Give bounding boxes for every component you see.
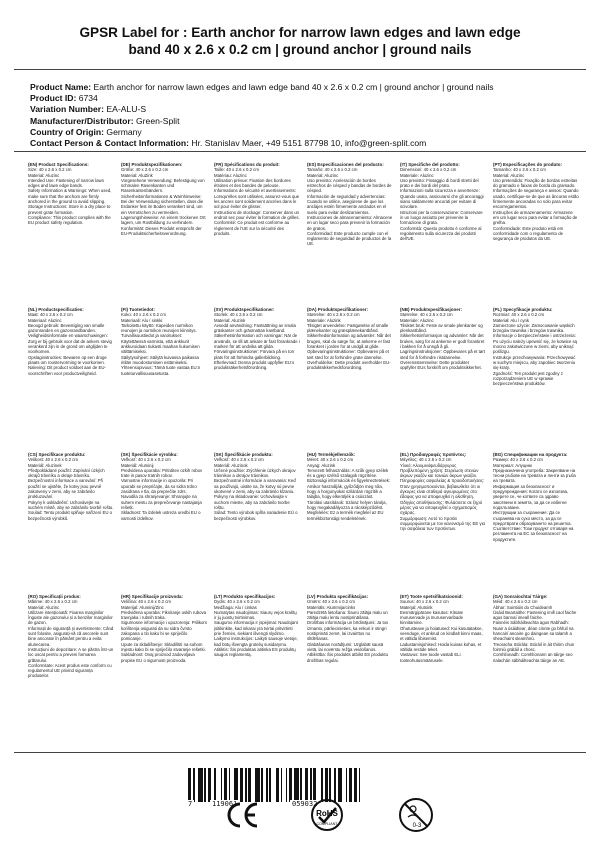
- spec-block-line: Sikkerhetsinformasjon og advarsler: Når det brukes, sørg for at ankerne er godt forankret i bakken for å unngå å gli.: [400, 333, 485, 350]
- spec-block-line: Mărime: 40 x 2.6 x 0.2 cm: [28, 599, 78, 605]
- manufacturer: Green-Split: [136, 115, 180, 126]
- product-name: Earth anchor for narrow lawn edges and lawn edge band 40 x 2.6 x 0.2 cm | ground anchor | ground nails: [93, 82, 494, 92]
- spec-block-line: Uso pretendido: Fixação de bordas estreitas do gramado e faixas de borda do gramado.: [493, 177, 578, 189]
- spec-block-line: Veličina: 40 x 2.6 x 0.2 cm: [121, 599, 171, 605]
- spec-block: [400, 307, 486, 447]
- spec-block-heading: (DE) Produktspezifikationen:: [121, 162, 183, 167]
- spec-block-line: Určené použitie: Zrýchlenie úzkych okrajov trávnikov a okrajov trávnikov.: [214, 467, 296, 479]
- product-name-row: Product Name: Earth anchor for narrow lawn edges and lawn edge band 40 x 2.6 x 0.2 cm | ground anchor | ground nails: [30, 82, 494, 92]
- spec-block-line: Suurus: 40 x 2.6 x 0.2 cm: [400, 599, 449, 605]
- spec-block-heading: (FR) Spécifications du produit:: [214, 162, 280, 167]
- spec-block: [214, 307, 300, 447]
- spec-block-heading: (BG) Спецификации на продукта:: [493, 452, 568, 457]
- spec-block-line: Material: Aluzinc: [28, 172, 60, 178]
- spec-block: [400, 452, 486, 592]
- spec-block-heading: (FI) Tuotetiedot:: [121, 307, 155, 312]
- variation-row: Variation Number: EA-ALU-S: [30, 104, 147, 115]
- spec-block-line: Instrucciones de almacenamiento: Almacene en un lugar seco para prevenir la formación de gratos.: [307, 214, 393, 231]
- spec-block-line: Upute za skladištenje: Skladištiti na suhom mjestu kako bi se spriječilo stvaranje rešetki.: [121, 641, 206, 652]
- rohs-sub-text: COMPLIANT: [316, 822, 338, 826]
- barcode-digits-left: 119061: [212, 800, 238, 808]
- spec-block: [400, 162, 486, 302]
- spec-block: [121, 452, 207, 592]
- spec-block-line: Numatytas naudojimas: Siaurų vejos kraštų ir jų juostų tvirtinimas.: [214, 609, 297, 621]
- spec-block: [214, 452, 300, 592]
- spec-block-line: Materijal: Aluminij/Zinc: [121, 604, 164, 610]
- spec-block-line: Megfelelés: Ez a termék megfelel az EU termékbiztonsági rendeletének.: [307, 510, 384, 521]
- spec-block: [214, 162, 300, 302]
- spec-block-heading: (PT) Especificações do produto:: [493, 162, 563, 167]
- spec-block-line: Materiale: Aluzink: [307, 317, 341, 323]
- spec-block-line: Größe: 40 x 2.6 x 0.2 cm: [121, 167, 169, 173]
- manufacturer-row: Manufacturer/Distributor: Green-Split: [30, 115, 180, 126]
- product-id-row: Product ID: 6734: [30, 93, 98, 104]
- spec-block: [307, 307, 393, 447]
- spec-block-line: Informazioni sulla sicurezza e avvertenze: Quando usato, assicurarsi che gli ancoraggi siano saldamente ancorati per evitare di scivolare.: [400, 188, 484, 210]
- barcode-bar: [360, 768, 363, 802]
- spec-block-line: Efterlevnad: Denna produkt uppfyller EU:s produktsäkerhetsförordning.: [214, 359, 295, 371]
- spec-block-heading: (RO) Specificații produs:: [28, 594, 81, 599]
- spec-block-line: Istruzioni per la conservazione: Conservare in un luogo asciutto per prevenire la formazione di grata.: [400, 209, 483, 226]
- barcode-digits-right: 059032: [292, 800, 318, 808]
- spec-block: [307, 594, 393, 722]
- spec-block-line: Dydis: 40 x 2.6 x 0.2 cm: [214, 599, 260, 605]
- spec-block-line: Konformität: Dieses Produkt entspricht der EU-Produktsicherheitsverordnung.: [121, 225, 202, 236]
- spec-block-line: Lagringsinstruksjoner: Oppbevares på et tørt sted for å forhindre ristdannelse.: [400, 349, 486, 360]
- spec-block-line: Paredzētā lietošana: Šauru zālāja malu un zālāja malu lentu nostiprināšana.: [307, 609, 388, 621]
- spec-block-line: Størrelse: 40 x 2.6 x 0.2 cm: [307, 312, 360, 318]
- spec-block-line: Uso previsto: Fissaggio di bordi stretti del prato e dei bordi del prato.: [400, 177, 479, 189]
- spec-block-heading: (HR) Specifikacije proizvoda:: [121, 594, 184, 599]
- spec-block-heading: (SK) Špecifikácie výrobku:: [121, 452, 178, 457]
- spec-block-line: Материал: Алуцинк: [493, 462, 532, 468]
- spec-block-line: Οδηγίες αποθήκευσης: Φυλάσσετε σε ξηρό μέρος για να αποφευχθεί ο σχηματισμός σχάρας.: [400, 499, 483, 516]
- spec-block-line: Съответствие: Този продукт отговаря на регламента на ЕС за безопасност на продуктите.: [493, 526, 574, 542]
- spec-block-heading: (ES) Especificaciones del producto:: [307, 162, 384, 167]
- spec-block-line: Rozmiar: 40 x 2.6 x 0.2 cm: [493, 312, 545, 318]
- spec-block-line: Tilsiktet bruk: Feste av smale plenkanter og plenkantbånd.: [400, 322, 483, 334]
- barcode-bars: [188, 768, 364, 802]
- age-warning-icon: [398, 797, 434, 838]
- spec-block-line: Storlek: 40 x 2.6 x 0.2 cm: [214, 312, 263, 318]
- spec-block-line: Conformité: Ce produit est conforme au règlement de l'UE sur la sécurité des produits.: [214, 220, 290, 236]
- spec-block-line: Veiligheidsinformatie en waarschuwingen: Zorg er bij gebruik voor dat de ankers stevig verankerd zijn in de grond om uitglijden te voorkomen.: [28, 333, 112, 355]
- spec-block-line: Utilizare intenționată: Fixarea marginilor înguste ale gazonului și a benzilor marginilor de gazon.: [28, 609, 113, 626]
- spec-block-line: Předpokládané použití: Zapínání úzkých okrajů trávníku a okraje trávníku.: [28, 467, 105, 479]
- spec-block-line: Bezpečnostné informácie a varovania: Keď sa používajú, uistite sa, že kotvy sú pevne ukotvené v zemi, aby sa zabránilo kĺzaniu.: [214, 478, 296, 495]
- spec-block: [493, 307, 579, 447]
- spec-block-line: Yhteensopivuus: Tämä tuote vastaa EU:n tuoteturvallisuusasetusta.: [121, 365, 201, 376]
- spec-block-line: Material: Aluzinc: [28, 604, 60, 610]
- spec-block-line: Förvaringsinstruktioner: Förvara på en torr plats för att förhindra gallerbildning.: [214, 349, 295, 360]
- spec-block: [28, 162, 114, 302]
- spec-block-line: Vorgesehene Verwendung: Befestigung von schmalen Rasenkanten und Rasenkantenbändern.: [121, 177, 205, 194]
- spec-block-line: Säkerhetsinformation och varningar: När de används, se till att ankare är fast förankrade i marken för att undvika att glida.: [214, 333, 300, 350]
- spec-block-line: Predviđena uporaba: Fiksiranje uskih rubova travnjaka i rubnih traka.: [121, 609, 207, 621]
- spec-block-line: Storage Instructions: Store in a dry place to prevent grate formation.: [28, 204, 111, 215]
- rohs-icon: [310, 798, 344, 837]
- spec-block-line: Turvallisuustiedot ja varoitukset: Käytettäessä varmista, että ankkurit ankkuroidaan tiukasti maahan liukumisen välttämiseksi.: [121, 333, 200, 355]
- spec-block-line: Predvidena uporaba: Pritrditev ozkih robov trate in pasov tratnih robov.: [121, 467, 203, 479]
- spec-block-line: Comhlíonadh: Comhlíonann an táirge seo rialachán sábháilteachta táirge an AE.: [493, 652, 573, 663]
- spec-block: [28, 594, 114, 722]
- spec-block-line: Izmērs: 40 x 2.6 x 0.2 cm: [307, 599, 355, 605]
- spec-block-line: Matériau: Aluzinc: [214, 172, 247, 178]
- spec-block-line: Varnostne informacije in opozorila: Pri uporabi se prepričajte, da so sidra trdno zasidrana v tla, da preprečite zdrs.: [121, 478, 197, 495]
- spec-block-heading: (ET) Toote spetsifikatsioonid:: [400, 594, 463, 599]
- spec-block-line: Drošības informācija un brīdinājumi: Ja tos izmanto, pārliecinieties, ka enkuri ir stingri nostiprināti zemē, lai izvairītos no slīdēšanas.: [307, 620, 389, 642]
- spec-block-line: Tervezett felhasználás: A szűk gyep szélek és a gyep szélső szalagok rögzítése.: [307, 467, 389, 479]
- spec-block-line: Ladustamisjuhised: Hoida kuivas kohas, et vältida restide teket.: [400, 641, 482, 652]
- spec-block-line: Zgodność: Ten produkt jest zgodny z rozporządzeniem UE w sprawie bezpieczeństwa produktów.: [493, 370, 563, 387]
- spec-block-heading: (SK) Špecifikácie produktu:: [214, 452, 273, 457]
- spec-block: [121, 594, 207, 722]
- spec-block-line: Safety Information & Warnings: When used, make sure that the anchors are firmly anchored in the ground to avoid slipping.: [28, 188, 112, 205]
- country-of-origin: Germany: [106, 126, 142, 137]
- spec-block-line: Materiał: Alu / cynk: [493, 317, 530, 323]
- spec-block-line: Opbevaringsinstruktioner: Opbevares på et tørt sted for at forhindre grate dannelse.: [307, 349, 389, 360]
- spec-block-line: Zamierzone użycie: Zamocowanie wąskich brzegów trawnika i brzegów trawnika.: [493, 322, 575, 334]
- spec-block-line: Intended Use: Fastening of narrow lawn edges and lawn edge bands.: [28, 177, 104, 189]
- spec-block-line: Ohutusteave ja hoiatused: Kui kasutatakse, veenduge, et ankrud on kindlalt kinni maas, et vältida libisemist.: [400, 625, 483, 642]
- spec-block-line: Instrucțiuni de depozitare: A se păstra într-un loc uscat pentru a preveni formarea grătarului.: [28, 646, 114, 663]
- spec-block-line: Opslaginstructies: Bewaren op een droge plaats om roostervorming te voorkomen.: [28, 354, 107, 365]
- spec-block-line: Laikymo instrukcijos: Laikyti sausoje vietoje, kad būtų išvengta grotelių susidarymo.: [214, 636, 298, 647]
- spec-block-heading: (PL) Specyfikacje produktu:: [493, 307, 553, 312]
- age-text: 0-3: [412, 823, 422, 829]
- spec-block-heading: (HU) Termékjellemzők:: [307, 452, 356, 457]
- spec-block-line: Bezpečnostní informace a varování: Při použití se ujistěte, že kotvy jsou pevně zakotveny v zemi, aby se zabránilo prokluzování.: [28, 478, 103, 500]
- spec-block: [307, 162, 393, 302]
- barcode-digit-lead: 7: [188, 800, 193, 808]
- divider-bottom: [14, 752, 586, 753]
- spec-block-heading: (NL) Productspecificaties:: [28, 307, 84, 312]
- spec-block-line: Предназначена употреба: Закрепване на тесни ръбове на тревата и ленти за ръба на тревата.: [493, 467, 576, 484]
- spec-block-line: Συμμόρφωση: Αυτό το προϊόν συμμορφώνεται με τον κανονισμό της ΕΕ για την ασφάλεια των προϊόντων.: [400, 515, 486, 532]
- spec-block-line: Anyag: Aluzink: [307, 462, 336, 468]
- spec-block-line: Tamanho: 40 x 2.6 x 0.2 cm: [493, 167, 546, 173]
- spec-block-line: Sicherheitsinformationen & Warnhinweise: Bei der Verwendung sicherstellen, dass die Erdanker fest im Boden verankert sind, um ein Verrutschen zu vermeiden.: [121, 193, 204, 215]
- spec-block-line: Overholdelse: Dette produkt overholder EU-produktsikkerhedsforordning.: [307, 359, 391, 371]
- spec-grid: [28, 162, 579, 722]
- spec-block-line: Beoogd gebruik: Bevestiging van smalle gazonranden en gazonrandbanden.: [28, 322, 105, 334]
- spec-block-line: Veľkosť: 40 x 2.6 x 0.2 cm: [121, 457, 171, 463]
- spec-block-heading: (LT) Produkto specifikacijos:: [214, 594, 276, 599]
- spec-block-line: Инструкции за съхранение: Да се съхранява на сухо място, за да се предотврати образуването на решетка.: [493, 510, 572, 526]
- spec-block-line: Material: Aluzinc: [307, 172, 339, 178]
- spec-block-line: Ábhar: Sointiúis do Chuideamh: [493, 604, 553, 610]
- spec-block-line: Súlad: Tento výrobok spĺňa nariadenie EÚ o bezpečnosti výrobkov.: [214, 510, 298, 521]
- spec-block-line: Materiál: Aluzinok: [214, 462, 248, 468]
- spec-block-line: Uso previsto: Aceleración de bordes estrechos de césped y bandas de bordes de césped.: [307, 177, 392, 194]
- spec-block-line: Pokyny na skladovanie: Uchovávajte v suchom mieste, aby sa zabránilo tvorbe roštu.: [214, 494, 290, 510]
- spec-block-line: Πληροφορίες ασφαλείας & προειδοποιήσεις: Όταν χρησιμοποιούνται, βεβαιωθείτε ότι οι άγκυρες είναι σταθερά αγκυρωμένες στο έδαφος για να αποφευχθεί η ολίσθηση.: [400, 478, 485, 500]
- spec-block-line: Taille: 40 x 2.6 x 0.2 cm: [214, 167, 259, 173]
- spec-block-line: Méid: 40 x 2.6 x 0.2 cm: [493, 599, 538, 605]
- contact-info: Hr. Stanislav Maer, +49 5151 87798 10, info@green-split.com: [191, 138, 427, 149]
- divider-top: [14, 69, 586, 70]
- spec-block-line: Conformità: Questo prodotto è conforme al regolamento sulla sicurezza dei prodotti dell'UE.: [400, 225, 482, 242]
- title-line-1: GPSR Label for : Earth anchor for narrow lawn edges and lawn edge: [79, 25, 521, 40]
- spec-block-line: Materiaali: Alu / sinkki: [121, 317, 163, 323]
- spec-block: [400, 594, 486, 722]
- spec-block-line: Размер: 40 x 2.6 x 0.2 cm: [493, 457, 543, 463]
- spec-block-line: Glabāšanas norādījumi: Uzglabāt sausā vietā, lai novērstu režģa veidošanos.: [307, 641, 384, 652]
- spec-block-line: Soulad: Tento produkt splňuje nařízení EU o bezpečnosti výrobků.: [28, 510, 113, 521]
- spec-block-line: Méret: 40 x 2.6 x 0.2 cm: [307, 457, 354, 463]
- spec-block-line: Faisnéis Sábháilteachta agus Rabhadh: Nuair a úsáidtear, déan cinnte go bhfuil na hancairí ancaire go daingean sa talamh a sheachaint sleamhnú.: [493, 620, 574, 642]
- spec-block-line: Tilsigtet anvendelse: Fastgørelse af smalle plænekanter og græsplænekantbånd.: [307, 322, 389, 334]
- spec-block: [121, 307, 207, 447]
- spec-block-line: Informații de siguranță și avertismente: Când sunt folosite, asigurați-vă că ancorele sunt bine ancorate în pământ pentru a evita alunecarea.: [28, 625, 114, 647]
- spec-block-line: Conformidade: Este produto está em conformidade com o regulamento de segurança de produtos da UE.: [493, 225, 564, 242]
- spec-block-line: Maat: 40 x 2.6 x 0.2 cm: [28, 312, 73, 318]
- spec-block-line: Size: 40 x 2.6 x 0.2 cm: [28, 167, 72, 173]
- spec-block-line: Informacje o bezpieczeństwie i ostrzeżenia: Po użyciu należy upewnić się, że kotwice są mocno zakotwiczone w ziemi, aby uniknąć poślizgu.: [493, 333, 578, 355]
- spec-block-line: Säilytysohjeet: Säilytä kuivassa paikassa ritilän muodostumisen estämiseksi.: [121, 354, 199, 365]
- spec-block-heading: (DA) Produktspecifikationer:: [307, 307, 369, 312]
- spec-block-line: Eesmärgipärane kasutus: Kitsate muruservade ja muruservaribade kinnitamine.: [400, 609, 464, 626]
- spec-block-heading: (IT) Specifiche del prodotto:: [400, 162, 460, 167]
- spec-block-heading: (EL) Προδιαγραφές προϊόντος:: [400, 452, 467, 457]
- spec-block-line: Sigurnosne informacije i upozorenja: Prilikom korištenja osigurati da su sidra čvrsto zakopana u tlo kako bi se spriječilo pomicanje.: [121, 620, 207, 642]
- spec-block-line: Materiāls: Alumīnija/cinks: [307, 604, 356, 610]
- divider-middle: [14, 151, 586, 152]
- spec-block-line: Materjal: Alutsink: [400, 604, 433, 610]
- spec-block: [28, 307, 114, 447]
- spec-block: [307, 452, 393, 592]
- spec-block-line: Navodila za shranjevanje: Shranjujte na suhem mestu za preprečevanje nastajanja rešetk.: [121, 494, 202, 510]
- spec-block-line: Compliance: This product complies with the EU product safety regulation.: [28, 214, 111, 226]
- spec-block-heading: (SV) Produktspecifikationer:: [214, 307, 275, 312]
- spec-block-line: Material: Aluzinc: [493, 172, 525, 178]
- ce-mark: [226, 800, 262, 835]
- spec-block-line: Velikost: 40 x 2.6 x 0.2 cm: [28, 457, 78, 463]
- spec-block-line: Информация за безопасност и предупреждения: Когато се използва, уверете се, че котвите са здраво закотвени в земята, за да се избегне подхлъзване.: [493, 483, 569, 510]
- spec-block-line: Instrukcje przechowywania: Przechowywać w suchym miejscu, aby zapobiec tworzeniu się kraty.: [493, 354, 576, 371]
- spec-block-line: Treoracha Stórála: Stóráil in áit thirim chun foirmiú grátáil a chosc.: [493, 641, 575, 652]
- spec-block: [493, 162, 579, 302]
- spec-block-line: Instruções de armazenamento: Armazene em um lugar seco para evitar a formação de grelha.: [493, 209, 578, 226]
- spec-block-line: Saugumo informacija ir įspėjimai: Naudojant įsitikinkite, kad inkarai yra tvirtai pritvirtinti prie žemės, siekiant išvengti slydimo.: [214, 620, 298, 637]
- spec-block-line: Tarkoitettu käyttö: Kapeiden nurmikon reunojen ja nurmikon reunojen kiinnitys.: [121, 322, 197, 334]
- spec-block-heading: (EN) Product Specifications:: [28, 162, 89, 167]
- spec-block-line: Vastavus: See toode vastab ELi tooteohutusmäärusele.: [400, 652, 461, 663]
- product-id: 6734: [78, 93, 98, 104]
- spec-block-line: Sukladnost: Ovaj proizvod zadovoljava propise EU o sigurnosti proizvoda.: [121, 652, 195, 663]
- spec-block-line: Sikkerhedsinformation og advarsler: Når det bruges, skal du sørge for, at ankerne er fast forankret i jorden for at undgå at glide.: [307, 333, 391, 350]
- spec-block-line: Materiaal: Aluzinc: [28, 317, 62, 323]
- contact-row: Contact Person & Contact Information: Hr. Stanislav Maer, +49 5151 87798 10, info@green-split.com: [30, 138, 427, 149]
- variation-number: EA-ALU-S: [106, 104, 147, 115]
- spec-block-line: Úsáid Beartaithe: Fastening imill caol faiche agus bannaí imeall faiche.: [493, 609, 577, 621]
- spec-block: [493, 594, 579, 722]
- spec-block: [214, 594, 300, 722]
- spec-block-line: Lagerungshinweise: An einem trockenen Ort lagern, um Rostbildung zu verhindern.: [121, 214, 206, 226]
- spec-block-line: Materiál: Aluminij: [121, 462, 154, 468]
- spec-block-line: Utilisation prévue: Fixation des bordures étroites et des bandes de pelouse.: [214, 177, 291, 189]
- spec-block-line: Informações de segurança e avisos: Quando usado, certifique-se de que as âncoras estão firmemente ancoradas no solo para evitar escorregamentos.: [493, 188, 579, 210]
- spec-block-line: Medžiaga: Alu / cinkas: [214, 604, 257, 610]
- spec-block-line: Naleving: Dit product voldoet aan de EU-voorschriften voor productveiligheid.: [28, 365, 106, 376]
- spec-block-line: Instructions de stockage: Conserver dans un endroit sec pour éviter la formation de grilles.: [214, 209, 300, 220]
- spec-block-line: Informations de sécurité et avertissements: Lorsqu'elles sont utilisées, assurez-vous que les ancres sont solidement ancrées dans le sol pour éviter de glisser.: [214, 188, 300, 210]
- spec-block-line: Material: Aluzink: [214, 317, 246, 323]
- spec-block-line: Materiale: Aluzinc: [400, 172, 434, 178]
- spec-block-line: Tárolási utasítások: Száraz helyen tárolja, hogy megakadályozza a rácsképződést.: [307, 499, 387, 510]
- spec-block-heading: (LV) Produkta specifikācijas:: [307, 594, 369, 599]
- product-info: [30, 82, 590, 149]
- spec-block-line: Avsedd användning: Fastsättning av smala gräskanter och gräsmattan kantband.: [214, 322, 296, 334]
- spec-block-line: Biztonsági információk és figyelmeztetések: Amikor használják, győződjön meg róla, hogy a horgonyokat szilárdan rögzítik a talajba, hogy elkerüljék a csúszást.: [307, 478, 391, 500]
- spec-block-heading: (NB) Produktspesifikasjoner:: [400, 307, 463, 312]
- spec-block-line: Tamaño: 40 x 2.6 x 0.2 cm: [307, 167, 358, 173]
- spec-block-heading: (CS) Specifikace produktu:: [28, 452, 86, 457]
- title-line-2: band 40 x 2.6 x 0.2 cm | ground anchor | ground nails: [128, 42, 472, 57]
- spec-block-line: Veľkosť: 40 x 2.6 x 0.2 cm: [214, 457, 264, 463]
- spec-block: [121, 162, 207, 302]
- spec-block-line: Υλικό: Αλουμινόψευδάργυρος: [400, 462, 457, 468]
- spec-block-line: Material: AluZink: [121, 172, 153, 178]
- spec-block-line: Conformidad: Este producto cumple con el reglamento de seguridad de productos de la UE.: [307, 230, 392, 247]
- spec-block-line: Atbilstība: Šis produkts atbilst ES produktu drošības regulai.: [307, 652, 388, 663]
- spec-block-line: Materiál: Aluzinek: [28, 462, 62, 468]
- spec-block: [28, 452, 114, 592]
- spec-block-line: Pokyny k uskladnění: Uchovávejte na suchém místě, aby se zabránilo tvorbě roštu.: [28, 499, 114, 510]
- spec-block-line: Atitiktis: Šis produktas atitinka ES produktų saugos reglamentą.: [214, 646, 296, 658]
- label-title: [20, 24, 580, 58]
- spec-block-line: Størrelse: 40 x 2.6 x 0.2 cm: [400, 312, 453, 318]
- spec-block-line: Skladnost: Ta izdelek ustreza uredbi EU o varnosti izdelkov.: [121, 510, 201, 521]
- spec-block: [493, 452, 579, 592]
- spec-block-line: Μέγεθος: 40 x 2.6 x 0.2 cm: [400, 457, 452, 463]
- spec-block-line: Προβλεπόμενη χρήση: Στερέωση στενών άκρων γκαζόν και ταινιών άκρων γκαζόν.: [400, 467, 479, 479]
- spec-block-line: Overensstemmelse: Dette produktet oppfyller EUs forskrift om produktsikkerhet.: [400, 359, 482, 371]
- spec-block-line: Koko: 40 x 2.6 x 0.2 cm: [121, 312, 166, 318]
- spec-block-heading: (GA) Sonraíochtaí Táirge:: [493, 594, 548, 599]
- spec-block-line: Conformitate: Acest produs este conform cu regulamentul UE privind siguranța produselor.: [28, 662, 112, 679]
- spec-block-line: Materiale: Aluzinc: [400, 317, 434, 323]
- rohs-text: RoHS: [316, 809, 338, 818]
- spec-block-line: Dimensioni: 40 x 2.6 x 0.2 cm: [400, 167, 457, 173]
- origin-row: Country of Origin: Germany: [30, 126, 142, 137]
- spec-block-line: Información de seguridad y advertencias: Cuando se utilice, asegúrese de que los anclajes estén firmemente anclados en el suelo para evitar deslizamientos.: [307, 193, 387, 215]
